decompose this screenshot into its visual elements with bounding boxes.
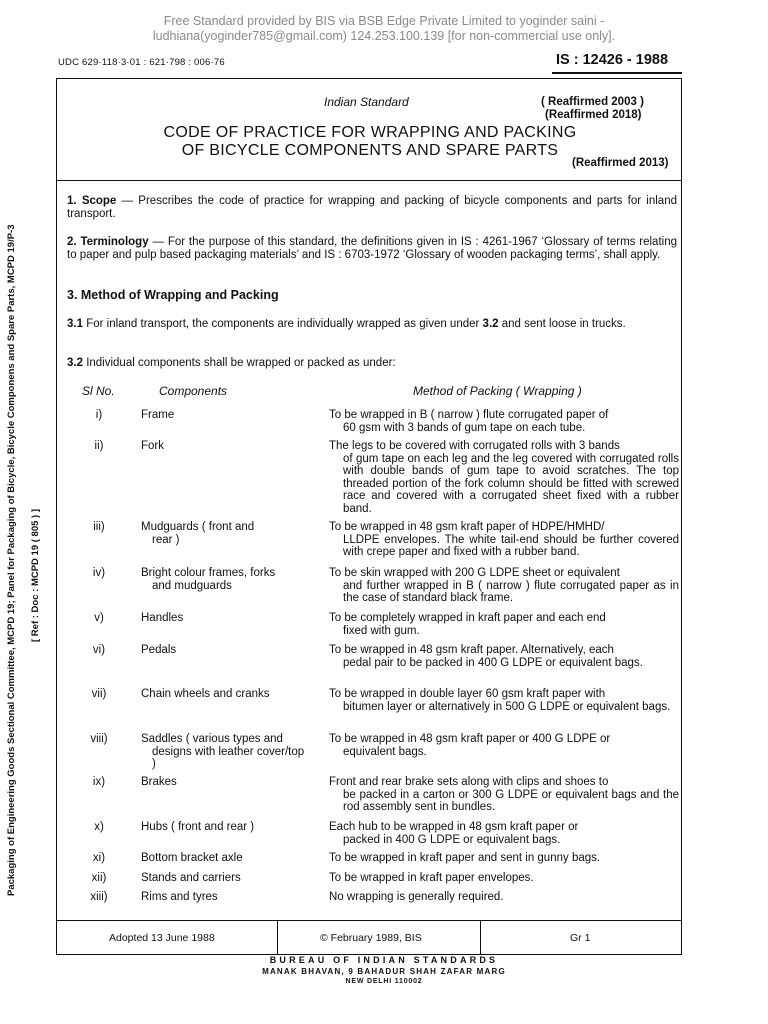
row-serial-number: viii) (90, 733, 108, 745)
row-component (141, 852, 309, 865)
row-packing-method (329, 521, 679, 559)
packing-method-text: Front and rear brake sets along with clips and shoes to (329, 776, 609, 788)
packing-method-text: To be skin wrapped with 200 G LDPE sheet or equivalent (329, 567, 620, 579)
row-serial-number: xi) (92, 852, 106, 864)
component-name: Hubs ( front and rear ) (141, 821, 255, 833)
row-serial-number: iii) (93, 521, 105, 533)
clause-3-1-text-a: For inland transport, the components are individually wrapped as given under (83, 318, 483, 330)
scope-text: — Prescribes the code of practice for wrapping and packing of bicycle components and parts for inland transport. (67, 195, 677, 220)
row-component (141, 567, 309, 592)
committee-note: Packaging of Engineering Goods Sectional Committee, MCPD 19; Panel for Packaging of Bicycle, Bicycle Componens and Spare Parts, MCPD 19/P-3 (6, 224, 17, 896)
row-packing-method (329, 733, 679, 758)
copyright-notice: © February 1989, BIS (320, 932, 422, 944)
document-reference: [ Ref : Doc : MCPD 19 ( 805 ) ] (30, 508, 41, 642)
method-heading: 3. Method of Wrapping and Packing (67, 288, 279, 302)
packing-method-text: Each hub to be wrapped in 48 gsm kraft paper or (329, 821, 579, 833)
row-serial-number: ix) (92, 776, 106, 788)
row-packing-method (329, 852, 679, 865)
component-name: Frame (141, 409, 175, 421)
publisher-city: NEW DELHI 110002 (345, 978, 423, 985)
clause-3-1-number: 3.1 (67, 318, 83, 330)
scope-paragraph (67, 195, 677, 220)
clause-3-2-number: 3.2 (67, 357, 83, 369)
row-packing-method (329, 891, 679, 904)
row-serial-number: vii) (91, 688, 107, 700)
row-component (141, 872, 309, 885)
row-packing-method (329, 612, 679, 637)
row-serial-number: ii) (94, 440, 104, 452)
packing-method-text: To be wrapped in double layer 60 gsm kraft paper with (329, 688, 606, 700)
row-component (141, 891, 309, 904)
component-name-continued: designs with leather cover/top ) (152, 745, 305, 770)
publisher-name: BUREAU OF INDIAN STANDARDS (269, 955, 499, 965)
row-serial-number: iv) (92, 567, 106, 579)
row-packing-method (329, 872, 679, 885)
packing-method-text: To be wrapped in kraft paper and sent in gunny bags. (329, 852, 601, 864)
is-underline (552, 72, 682, 74)
column-header-sl-no: Sl No. (82, 384, 115, 398)
packing-method-continued: 60 gsm with 3 bands of gum tape on each tube. (343, 421, 586, 434)
packing-method-text: To be wrapped in kraft paper envelopes. (329, 872, 534, 884)
component-name: Bottom bracket axle (141, 852, 243, 864)
column-header-method: Method of Packing ( Wrapping ) (413, 384, 582, 398)
packing-method-continued: bitumen layer or alternatively in 500 G LDPE or equivalent bags. (343, 700, 671, 713)
watermark-notice (0, 14, 768, 44)
component-name: Pedals (141, 644, 177, 656)
row-component (141, 409, 309, 422)
component-name-continued: and mudguards (152, 579, 232, 592)
packing-method-continued: equivalent bags. (343, 745, 427, 758)
header-divider (56, 180, 682, 181)
row-serial-number: x) (94, 821, 104, 833)
packing-method-text: The legs to be covered with corrugated rolls with 3 bands (329, 440, 620, 452)
clause-3-2 (67, 357, 677, 370)
packing-method-text: To be wrapped in 48 gsm kraft paper or 400 G LDPE or (329, 733, 611, 745)
footer-column-divider-2 (480, 920, 481, 955)
document-title-line-2: OF BICYCLE COMPONENTS AND SPARE PARTS (181, 142, 559, 159)
document-title-line-1: CODE OF PRACTICE FOR WRAPPING AND PACKING (163, 124, 577, 141)
reaffirmed-2013: (Reaffirmed 2013) (572, 157, 669, 169)
packing-method-text: To be wrapped in 48 gsm kraft paper of HDPE/HMHD/ (329, 521, 605, 533)
component-name: Handles (141, 612, 184, 624)
component-name: Saddles ( various types and (141, 733, 283, 745)
clause-3-1-reference: 3.2 (482, 318, 499, 330)
row-component (141, 821, 309, 834)
row-packing-method (329, 688, 679, 713)
packing-method-text: To be completely wrapped in kraft paper and each end (329, 612, 606, 624)
is-number: IS : 12426 - 1988 (556, 52, 669, 68)
reaffirmed-2018: (Reaffirmed 2018) (545, 109, 642, 121)
row-component (141, 440, 309, 453)
row-serial-number: v) (94, 612, 104, 624)
watermark-line-2: ludhiana(yoginder785@gmail.com) 124.253.100.139 [for non-commercial use only]. (152, 29, 616, 43)
packing-method-continued: of gum tape on each leg and the leg covered with corrugated rolls with double bands of gum tape to avoid scratches. The top threaded portion of the fork column should be fitted with screwed race and covered with a corrugated sheet fixed with a rubber band. (343, 452, 679, 515)
terminology-text: — For the purpose of this standard, the definitions given in IS : 4261-1967 ‘Glossary of terms relating to paper and pulp based packaging materials’ and IS : 6703-1972 ‘Glossary of wooden packaging terms’, shall apply. (67, 236, 677, 261)
row-serial-number: i) (95, 409, 103, 421)
component-name: Bright colour frames, forks (141, 567, 276, 579)
packing-method-text: No wrapping is generally required. (329, 891, 504, 903)
footer-divider (56, 920, 682, 921)
packing-method-continued: LLDPE envelopes. The white tail-end should be further covered with crepe paper and fixed with a rubber band. (343, 533, 679, 558)
row-packing-method (329, 821, 679, 846)
row-component (141, 733, 309, 771)
row-component (141, 521, 309, 546)
row-packing-method (329, 776, 679, 814)
column-header-components: Components (159, 384, 228, 398)
price-group: Gr 1 (570, 932, 591, 944)
terminology-heading: 2. Terminology (67, 236, 149, 248)
component-name: Mudguards ( front and (141, 521, 255, 533)
row-component (141, 644, 309, 657)
terminology-paragraph (67, 236, 677, 261)
row-serial-number: xii) (91, 872, 107, 884)
component-name: Brakes (141, 776, 177, 788)
adopted-date: Adopted 13 June 1988 (109, 932, 215, 944)
udc-code: UDC 629·118·3·01 : 621·798 : 006·76 (58, 57, 225, 68)
scope-heading: 1. Scope (67, 195, 117, 207)
component-name-continued: rear ) (152, 533, 180, 546)
row-component (141, 612, 309, 625)
component-name: Rims and tyres (141, 891, 218, 903)
packing-method-continued: be packed in a carton or 300 G LDPE or equivalent bags and the rod assembly sent in bundles. (343, 788, 679, 813)
row-component (141, 776, 309, 789)
row-packing-method (329, 440, 679, 515)
component-name: Chain wheels and cranks (141, 688, 270, 700)
packing-method-continued: packed in 400 G LDPE or equivalent bags. (343, 833, 561, 846)
standard-label: Indian Standard (324, 95, 409, 109)
packing-method-continued: pedal pair to be packed in 400 G LDPE or equivalent bags. (343, 656, 643, 669)
packing-method-continued: fixed with gum. (343, 624, 420, 637)
row-packing-method (329, 567, 679, 605)
row-serial-number: vi) (92, 644, 106, 656)
reaffirmed-2003: ( Reaffirmed 2003 ) (541, 96, 644, 108)
footer-column-divider-1 (277, 920, 278, 955)
component-name: Fork (141, 440, 164, 452)
row-packing-method (329, 644, 679, 669)
watermark-line-1: Free Standard provided by BIS via BSB Edge Private Limited to yoginder saini - (163, 14, 605, 28)
clause-3-1-text-b: and sent loose in trucks. (498, 318, 626, 330)
clause-3-2-text: Individual components shall be wrapped or packed as under: (83, 357, 396, 369)
row-component (141, 688, 309, 701)
packing-method-text: To be wrapped in B ( narrow ) flute corrugated paper of (329, 409, 609, 421)
publisher-address: MANAK BHAVAN, 9 BAHADUR SHAH ZAFAR MARG (262, 967, 506, 976)
packing-method-text: To be wrapped in 48 gsm kraft paper. Alternatively, each (329, 644, 614, 656)
component-name: Stands and carriers (141, 872, 241, 884)
packing-method-continued: and further wrapped in B ( narrow ) flute corrugated paper as in the case of standard black frame. (343, 579, 679, 604)
row-packing-method (329, 409, 679, 434)
clause-3-1 (67, 318, 677, 331)
row-serial-number: xiii) (90, 891, 108, 903)
